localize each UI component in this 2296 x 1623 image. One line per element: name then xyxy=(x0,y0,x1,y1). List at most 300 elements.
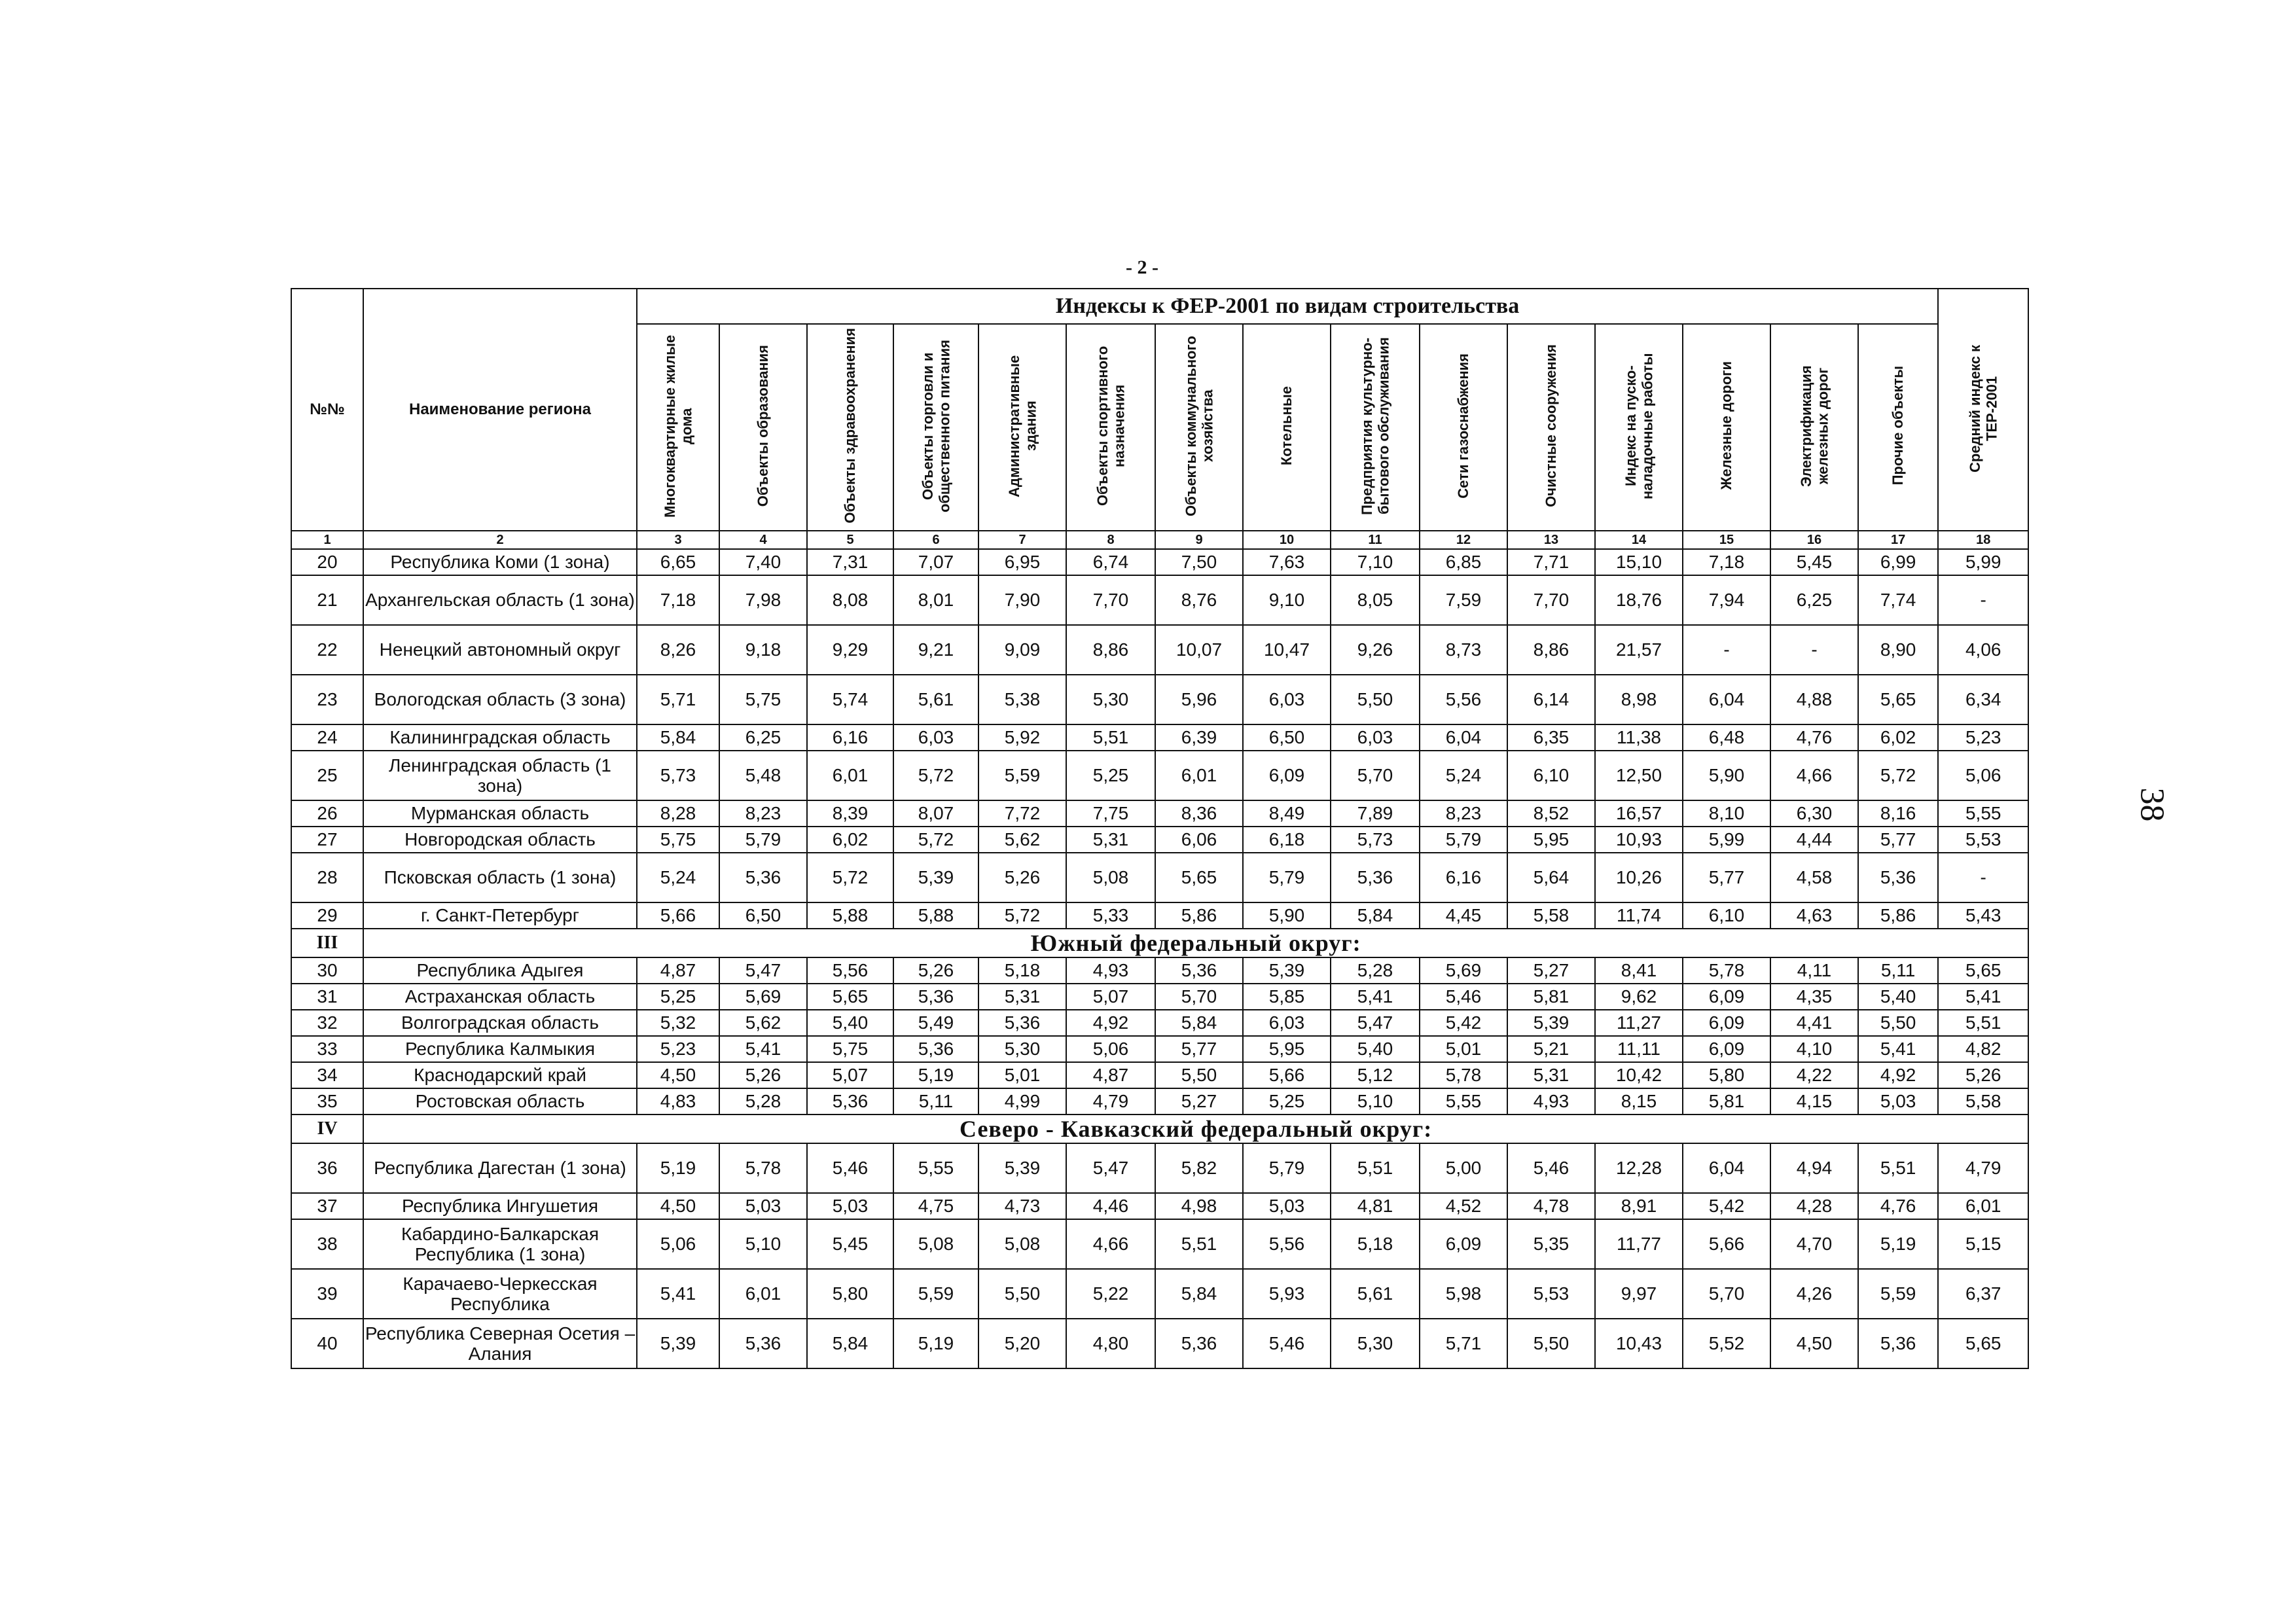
index-value: 5,84 xyxy=(1155,1010,1243,1036)
column-number: 8 xyxy=(1066,531,1155,549)
region-name: Республика Адыгея xyxy=(363,957,637,984)
index-value: 5,43 xyxy=(1938,902,2028,929)
index-value: 5,01 xyxy=(1420,1036,1507,1062)
side-page-number: 38 xyxy=(2133,787,2171,822)
index-value: 5,42 xyxy=(1420,1010,1507,1036)
row-number: 22 xyxy=(291,625,363,675)
index-value: 5,85 xyxy=(1243,984,1331,1010)
index-value: 9,18 xyxy=(719,625,807,675)
index-value: 5,40 xyxy=(1331,1036,1420,1062)
index-value: 5,99 xyxy=(1683,827,1770,853)
row-number: 23 xyxy=(291,675,363,724)
index-value: 5,11 xyxy=(1858,957,1938,984)
index-value: 5,07 xyxy=(807,1062,893,1088)
index-value: 7,71 xyxy=(1507,549,1595,575)
index-value: 5,30 xyxy=(1331,1319,1420,1368)
index-value: 5,51 xyxy=(1066,724,1155,751)
index-value: 5,23 xyxy=(1938,724,2028,751)
column-header-label: Предприятия культурно-бытового обслуживания xyxy=(1358,336,1391,515)
table-row xyxy=(291,984,2028,1010)
index-value: 5,48 xyxy=(719,751,807,800)
index-value: 8,28 xyxy=(637,800,719,827)
column-header xyxy=(893,324,978,531)
index-value: 5,62 xyxy=(978,827,1066,853)
section-title: Южный федеральный округ: xyxy=(363,929,2028,957)
table-row xyxy=(291,853,2028,902)
region-name: Калининградская область xyxy=(363,724,637,751)
index-value: 5,03 xyxy=(807,1193,893,1219)
column-header xyxy=(1770,324,1858,531)
column-number: 12 xyxy=(1420,531,1507,549)
index-value: 6,50 xyxy=(1243,724,1331,751)
index-value: 8,23 xyxy=(1420,800,1507,827)
index-value: 5,47 xyxy=(1331,1010,1420,1036)
index-value: 4,93 xyxy=(1066,957,1155,984)
column-header xyxy=(1066,324,1155,531)
region-name: Ленинградская область (1 зона) xyxy=(363,751,637,800)
index-value: 5,81 xyxy=(1683,1088,1770,1115)
index-value: 5,66 xyxy=(1683,1219,1770,1269)
index-value: 5,66 xyxy=(1243,1062,1331,1088)
index-value: 5,79 xyxy=(1243,1143,1331,1193)
row-number: 33 xyxy=(291,1036,363,1062)
index-value: 5,46 xyxy=(1243,1319,1331,1368)
header-region: Наименование региона xyxy=(363,289,637,531)
index-value: 11,77 xyxy=(1595,1219,1683,1269)
page-top-marker: - 2 - xyxy=(1126,257,1158,278)
index-value: 5,01 xyxy=(978,1062,1066,1088)
index-value: 10,42 xyxy=(1595,1062,1683,1088)
row-number: 28 xyxy=(291,853,363,902)
row-number: 38 xyxy=(291,1219,363,1269)
row-number: 29 xyxy=(291,902,363,929)
index-value: 5,40 xyxy=(1858,984,1938,1010)
index-value: 5,27 xyxy=(1507,957,1595,984)
column-header xyxy=(1683,324,1770,531)
column-header-label: Электрификация железных дорог xyxy=(1797,365,1831,487)
index-value: 6,65 xyxy=(637,549,719,575)
index-value: - xyxy=(1683,625,1770,675)
index-value: 7,63 xyxy=(1243,549,1331,575)
index-value: 5,88 xyxy=(807,902,893,929)
index-value: 5,07 xyxy=(1066,984,1155,1010)
index-value: 5,65 xyxy=(1155,853,1243,902)
region-name: Вологодская область (3 зона) xyxy=(363,675,637,724)
header-avg-index: Средний индекс к ТЕР-2001 xyxy=(1938,289,2028,531)
column-header-label: Объекты образования xyxy=(755,344,772,507)
index-value: 5,61 xyxy=(1331,1269,1420,1319)
index-value: 6,09 xyxy=(1420,1219,1507,1269)
index-value: 5,36 xyxy=(893,984,978,1010)
index-value: 5,95 xyxy=(1507,827,1595,853)
index-value: 5,06 xyxy=(1938,751,2028,800)
index-value: 5,59 xyxy=(978,751,1066,800)
index-value: 4,79 xyxy=(1066,1088,1155,1115)
column-header-label: Объекты коммунального хозяйства xyxy=(1182,335,1215,516)
index-value: 5,39 xyxy=(1243,957,1331,984)
index-value: 5,20 xyxy=(978,1319,1066,1368)
index-value: 5,80 xyxy=(807,1269,893,1319)
index-value: 5,26 xyxy=(893,957,978,984)
region-name: Астраханская область xyxy=(363,984,637,1010)
index-value: 5,72 xyxy=(978,902,1066,929)
column-number: 9 xyxy=(1155,531,1243,549)
column-number: 3 xyxy=(637,531,719,549)
column-header xyxy=(1595,324,1683,531)
index-value: 6,10 xyxy=(1683,902,1770,929)
index-value: 5,50 xyxy=(1858,1010,1938,1036)
index-value: 5,90 xyxy=(1683,751,1770,800)
index-value: 16,57 xyxy=(1595,800,1683,827)
region-name: Республика Дагестан (1 зона) xyxy=(363,1143,637,1193)
index-value: 5,26 xyxy=(978,853,1066,902)
table-row xyxy=(291,800,2028,827)
index-value: 5,27 xyxy=(1155,1088,1243,1115)
index-value: 4,66 xyxy=(1770,751,1858,800)
index-value: 4,58 xyxy=(1770,853,1858,902)
index-value: 5,36 xyxy=(1155,957,1243,984)
index-value: 4,81 xyxy=(1331,1193,1420,1219)
index-value: 5,36 xyxy=(807,1088,893,1115)
index-value: 5,36 xyxy=(978,1010,1066,1036)
index-value: - xyxy=(1770,625,1858,675)
index-value: 5,75 xyxy=(807,1036,893,1062)
row-number: 32 xyxy=(291,1010,363,1036)
index-value: 5,90 xyxy=(1243,902,1331,929)
index-value: 5,55 xyxy=(1938,800,2028,827)
index-value: 10,93 xyxy=(1595,827,1683,853)
index-value: 6,03 xyxy=(893,724,978,751)
table-row xyxy=(291,549,2028,575)
index-value: 5,30 xyxy=(1066,675,1155,724)
index-value: 6,48 xyxy=(1683,724,1770,751)
index-value: 7,89 xyxy=(1331,800,1420,827)
index-value: 5,86 xyxy=(1858,902,1938,929)
index-value: 5,58 xyxy=(1938,1088,2028,1115)
index-value: 11,38 xyxy=(1595,724,1683,751)
index-value: 5,39 xyxy=(978,1143,1066,1193)
index-value: 5,72 xyxy=(893,827,978,853)
index-value: 4,88 xyxy=(1770,675,1858,724)
column-number: 15 xyxy=(1683,531,1770,549)
index-value: 5,82 xyxy=(1155,1143,1243,1193)
index-value: 5,96 xyxy=(1155,675,1243,724)
index-value: 5,08 xyxy=(1066,853,1155,902)
row-number: 24 xyxy=(291,724,363,751)
index-value: 7,70 xyxy=(1066,575,1155,625)
index-value: 4,78 xyxy=(1507,1193,1595,1219)
index-value: 6,25 xyxy=(1770,575,1858,625)
index-value: 5,46 xyxy=(1507,1143,1595,1193)
index-value: 4,46 xyxy=(1066,1193,1155,1219)
index-value: 5,70 xyxy=(1683,1269,1770,1319)
index-value: 8,23 xyxy=(719,800,807,827)
index-value: 5,45 xyxy=(1770,549,1858,575)
index-value: 5,24 xyxy=(637,853,719,902)
index-value: 8,16 xyxy=(1858,800,1938,827)
region-name: Ненецкий автономный округ xyxy=(363,625,637,675)
index-value: 5,53 xyxy=(1507,1269,1595,1319)
index-value: 4,50 xyxy=(637,1062,719,1088)
index-value: 5,55 xyxy=(1420,1088,1507,1115)
index-value: 4,45 xyxy=(1420,902,1507,929)
index-value: 6,39 xyxy=(1155,724,1243,751)
region-name: Мурманская область xyxy=(363,800,637,827)
index-value: 5,98 xyxy=(1420,1269,1507,1319)
index-value: 5,78 xyxy=(1420,1062,1507,1088)
index-value: 6,09 xyxy=(1683,984,1770,1010)
index-value: 5,40 xyxy=(807,1010,893,1036)
index-value: 7,50 xyxy=(1155,549,1243,575)
column-header xyxy=(1155,324,1243,531)
index-value: 5,31 xyxy=(1507,1062,1595,1088)
column-header-label: Железные дороги xyxy=(1718,361,1735,490)
table-row xyxy=(291,1036,2028,1062)
index-value: 5,25 xyxy=(637,984,719,1010)
index-value: 10,26 xyxy=(1595,853,1683,902)
index-value: 4,99 xyxy=(978,1088,1066,1115)
index-value: 9,97 xyxy=(1595,1269,1683,1319)
index-value: 5,19 xyxy=(893,1062,978,1088)
index-value: 5,31 xyxy=(978,984,1066,1010)
index-value: - xyxy=(1938,853,2028,902)
column-header xyxy=(637,324,719,531)
index-value: 5,03 xyxy=(1243,1193,1331,1219)
table-row xyxy=(291,751,2028,800)
column-number: 18 xyxy=(1938,531,2028,549)
column-header xyxy=(807,324,893,531)
index-value: 5,79 xyxy=(1420,827,1507,853)
index-value: 8,36 xyxy=(1155,800,1243,827)
column-number: 1 xyxy=(291,531,363,549)
index-value: 5,35 xyxy=(1507,1219,1595,1269)
index-value: 5,38 xyxy=(978,675,1066,724)
index-value: 5,18 xyxy=(1331,1219,1420,1269)
header-num: №№ xyxy=(291,289,363,531)
index-value: 5,46 xyxy=(1420,984,1507,1010)
index-value: 5,45 xyxy=(807,1219,893,1269)
index-value: 5,46 xyxy=(807,1143,893,1193)
index-value: 4,92 xyxy=(1066,1010,1155,1036)
table-row xyxy=(291,1219,2028,1269)
index-value: 5,25 xyxy=(1243,1088,1331,1115)
row-number: 26 xyxy=(291,800,363,827)
index-value: 4,73 xyxy=(978,1193,1066,1219)
index-value: 5,65 xyxy=(1938,957,2028,984)
column-number: 5 xyxy=(807,531,893,549)
table-row xyxy=(291,1062,2028,1088)
index-value: 11,11 xyxy=(1595,1036,1683,1062)
index-value: 5,32 xyxy=(637,1010,719,1036)
index-value: 5,36 xyxy=(1858,853,1938,902)
index-value: 7,31 xyxy=(807,549,893,575)
index-value: - xyxy=(1938,575,2028,625)
index-value: 5,03 xyxy=(1858,1088,1938,1115)
index-value: 9,21 xyxy=(893,625,978,675)
index-value: 6,04 xyxy=(1683,675,1770,724)
index-value: 8,10 xyxy=(1683,800,1770,827)
index-value: 5,26 xyxy=(719,1062,807,1088)
index-value: 5,84 xyxy=(1155,1269,1243,1319)
column-header xyxy=(1420,324,1507,531)
index-value: 6,01 xyxy=(807,751,893,800)
index-value: 5,51 xyxy=(1858,1143,1938,1193)
index-value: 5,58 xyxy=(1507,902,1595,929)
index-value: 5,77 xyxy=(1858,827,1938,853)
column-header-label: Очистные сооружения xyxy=(1543,344,1560,507)
column-number: 10 xyxy=(1243,531,1331,549)
index-value: 5,41 xyxy=(1938,984,2028,1010)
index-value: 5,19 xyxy=(893,1319,978,1368)
index-value: 5,51 xyxy=(1155,1219,1243,1269)
table-row xyxy=(291,957,2028,984)
region-name: Республика Ингушетия xyxy=(363,1193,637,1219)
index-value: 5,50 xyxy=(978,1269,1066,1319)
table-row xyxy=(291,1143,2028,1193)
index-value: 8,05 xyxy=(1331,575,1420,625)
index-value: 4,50 xyxy=(1770,1319,1858,1368)
index-value: 6,09 xyxy=(1243,751,1331,800)
region-name: Республика Калмыкия xyxy=(363,1036,637,1062)
column-header-label: Индекс на пуско-наладочные работы xyxy=(1622,352,1655,499)
index-value: 5,36 xyxy=(1858,1319,1938,1368)
index-value: 5,78 xyxy=(1683,957,1770,984)
index-value: 10,47 xyxy=(1243,625,1331,675)
index-value: 6,25 xyxy=(719,724,807,751)
index-value: 5,70 xyxy=(1331,751,1420,800)
index-value: 4,26 xyxy=(1770,1269,1858,1319)
column-header-label: Объекты здравоохранения xyxy=(842,328,859,524)
region-name: Ростовская область xyxy=(363,1088,637,1115)
index-value: 5,39 xyxy=(637,1319,719,1368)
column-header xyxy=(1507,324,1595,531)
index-value: 7,40 xyxy=(719,549,807,575)
index-value: 5,10 xyxy=(719,1219,807,1269)
index-value: 5,41 xyxy=(1331,984,1420,1010)
index-value: 6,01 xyxy=(1155,751,1243,800)
index-value: 7,74 xyxy=(1858,575,1938,625)
index-value: 7,59 xyxy=(1420,575,1507,625)
column-header xyxy=(1243,324,1331,531)
index-value: 5,88 xyxy=(893,902,978,929)
index-value: 6,74 xyxy=(1066,549,1155,575)
region-name: Кабардино-Балкарская Республика (1 зона) xyxy=(363,1219,637,1269)
region-name: Краснодарский край xyxy=(363,1062,637,1088)
column-number: 2 xyxy=(363,531,637,549)
index-value: 5,06 xyxy=(1066,1036,1155,1062)
index-value: 4,76 xyxy=(1770,724,1858,751)
row-number: 34 xyxy=(291,1062,363,1088)
column-header-label: Многоквартирные жилые дома xyxy=(661,334,694,518)
index-value: 8,01 xyxy=(893,575,978,625)
index-value: 4,70 xyxy=(1770,1219,1858,1269)
index-value: 5,33 xyxy=(1066,902,1155,929)
index-value: 6,09 xyxy=(1683,1010,1770,1036)
index-value: 4,06 xyxy=(1938,625,2028,675)
index-value: 5,69 xyxy=(1420,957,1507,984)
index-value: 6,16 xyxy=(807,724,893,751)
index-value: 4,93 xyxy=(1507,1088,1595,1115)
index-value: 6,01 xyxy=(719,1269,807,1319)
index-value: 5,39 xyxy=(893,853,978,902)
table-row xyxy=(291,575,2028,625)
column-header-label: Сети газоснабжения xyxy=(1455,353,1472,499)
index-value: 4,76 xyxy=(1858,1193,1938,1219)
index-value: 5,52 xyxy=(1683,1319,1770,1368)
index-value: 4,87 xyxy=(1066,1062,1155,1088)
index-value: 5,80 xyxy=(1683,1062,1770,1088)
index-value: 12,50 xyxy=(1595,751,1683,800)
index-value: 18,76 xyxy=(1595,575,1683,625)
column-number: 4 xyxy=(719,531,807,549)
table-row xyxy=(291,675,2028,724)
index-value: 5,36 xyxy=(719,853,807,902)
index-value: 8,86 xyxy=(1507,625,1595,675)
index-value: 5,22 xyxy=(1066,1269,1155,1319)
index-value: 6,04 xyxy=(1420,724,1507,751)
index-value: 5,66 xyxy=(637,902,719,929)
index-value: 5,71 xyxy=(637,675,719,724)
index-value: 5,41 xyxy=(1858,1036,1938,1062)
index-value: 5,75 xyxy=(637,827,719,853)
index-value: 7,07 xyxy=(893,549,978,575)
index-value: 5,19 xyxy=(637,1143,719,1193)
section-row xyxy=(291,929,2028,957)
index-value: 4,28 xyxy=(1770,1193,1858,1219)
index-value: 5,55 xyxy=(893,1143,978,1193)
section-number: III xyxy=(291,929,363,957)
index-value: 8,76 xyxy=(1155,575,1243,625)
index-value: 6,04 xyxy=(1683,1143,1770,1193)
index-value: 5,65 xyxy=(1858,675,1938,724)
index-value: 4,87 xyxy=(637,957,719,984)
row-number: 21 xyxy=(291,575,363,625)
index-value: 7,90 xyxy=(978,575,1066,625)
index-value: 4,92 xyxy=(1858,1062,1938,1088)
row-number: 27 xyxy=(291,827,363,853)
index-value: 8,98 xyxy=(1595,675,1683,724)
index-value: 4,83 xyxy=(637,1088,719,1115)
index-value: 5,61 xyxy=(893,675,978,724)
column-header-label: Объекты спортивного назначения xyxy=(1094,346,1127,506)
index-value: 5,62 xyxy=(719,1010,807,1036)
table-row xyxy=(291,1088,2028,1115)
row-number: 25 xyxy=(291,751,363,800)
table-row xyxy=(291,724,2028,751)
index-value: 12,28 xyxy=(1595,1143,1683,1193)
column-number: 16 xyxy=(1770,531,1858,549)
index-value: 4,35 xyxy=(1770,984,1858,1010)
index-value: 5,21 xyxy=(1507,1036,1595,1062)
index-value: 4,11 xyxy=(1770,957,1858,984)
index-value: 8,90 xyxy=(1858,625,1938,675)
column-number: 14 xyxy=(1595,531,1683,549)
index-value: 5,36 xyxy=(1331,853,1420,902)
index-value: 5,10 xyxy=(1331,1088,1420,1115)
index-value: 5,84 xyxy=(807,1319,893,1368)
index-value: 6,16 xyxy=(1420,853,1507,902)
index-value: 5,28 xyxy=(1331,957,1420,984)
index-value: 7,98 xyxy=(719,575,807,625)
index-value: 5,36 xyxy=(893,1036,978,1062)
row-number: 20 xyxy=(291,549,363,575)
index-value: 5,77 xyxy=(1683,853,1770,902)
index-value: 5,42 xyxy=(1683,1193,1770,1219)
region-name: Республика Северная Осетия – Алания xyxy=(363,1319,637,1368)
index-value: 5,47 xyxy=(1066,1143,1155,1193)
index-value: 5,51 xyxy=(1331,1143,1420,1193)
region-name: Волгоградская область xyxy=(363,1010,637,1036)
